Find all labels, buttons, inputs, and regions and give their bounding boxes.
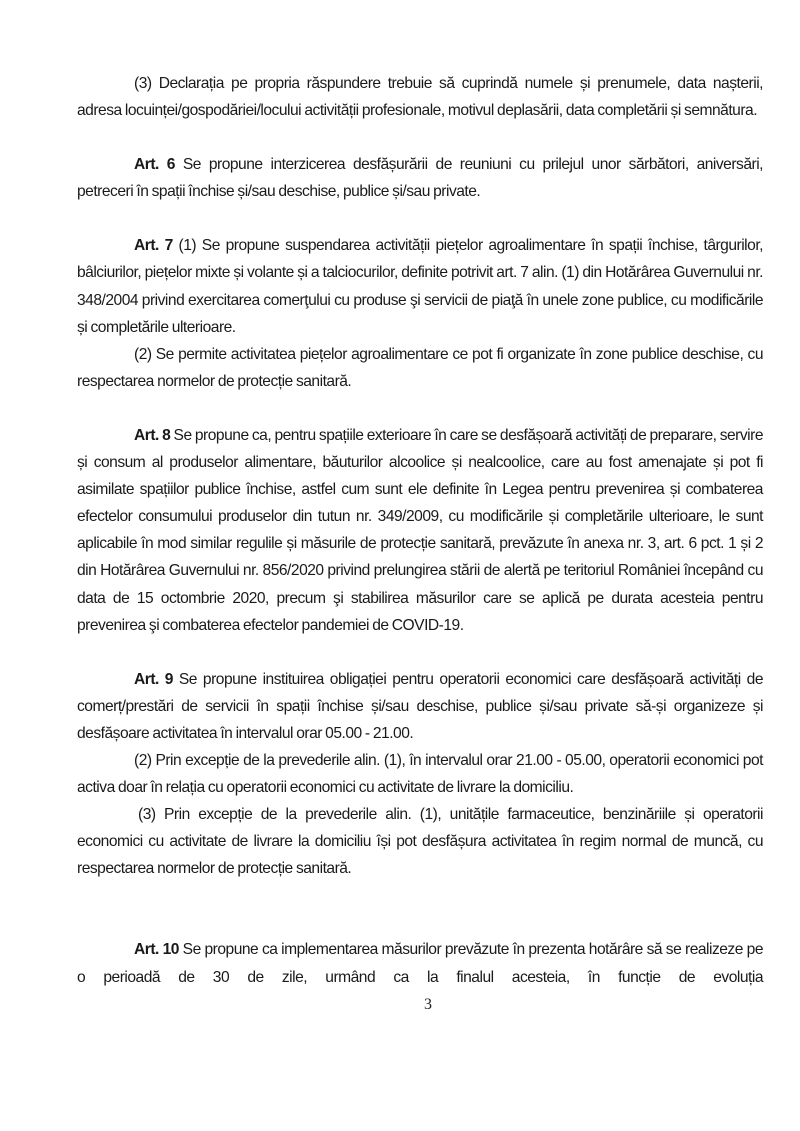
paragraph-text: Se propune ca, pentru spațiile exterioare în care se desfășoară activități de preparare, servire și consum al produselor alimentare, băuturilor alcoolice și nealcoolice, care au fost amenajate și pot fi asimilate spațiilor publice închise, astfel cum sunt ele definite în Legea pentru prevenirea și combaterea efectelor consumului produselor din tutun nr. 349/2009, cu modificările și completările ulterioare, le sunt aplicabile în mod similar regulile și măsurile de protecție sanitară, prevăzute în anexa nr. 3, art. 6 pct. 1 și 2 din Hotărârea Guvernului nr. 856/2020 privind prelungirea stării de alertă pe teritoriul României începând cu data de 15 octombrie 2020, precum şi stabilirea măsurilor care se aplică pe durata acesteia pentru prevenirea şi combaterea efectelor pandemiei de COVID-19. (77, 426, 764, 634)
article-6 (77, 151, 763, 205)
article-6-paragraph (77, 151, 763, 205)
paragraph-text: Se propune interzicerea desfășurării de reuniuni cu prilejul unor sărbători, aniversări, petreceri în spații închise și/sau deschise, publice și/sau private. (77, 156, 764, 201)
article-8-paragraph (77, 422, 763, 639)
paragraph-text: Se propune ca implementarea măsurilor prevăzute în prezenta hotărâre să se realizeze pe o perioadă de 30 de zile, urmând ca la finalul acesteia, în funcție de evoluția (77, 941, 763, 986)
article-7 (77, 232, 763, 395)
article-9-paragraph-2: (2) Prin excepție de la prevederile alin. (1), în intervalul orar 21.00 - 05.00, operatorii economici pot activa doar în relația cu operatorii economici cu activitate de livrare la domiciliu. (77, 751, 763, 797)
page-number: 3 (424, 995, 432, 1013)
article-label: Art. 8 (134, 426, 171, 444)
article-9-paragraph-3: (3) Prin excepție de la prevederile alin. (1), unitățile farmaceutice, benzinăriile și operatorii economici cu activitate de livrare la domiciliu își pot desfășura activitatea în regim normal de muncă, cu respectarea normelor de protecție sanitară. (77, 806, 763, 878)
article-label: Art. 9 (134, 670, 173, 688)
art5-paragraph-3 (77, 70, 763, 124)
article-9 (77, 666, 763, 883)
article-label: Art. 10 (134, 941, 179, 959)
paragraph-text: (3) Declarația pe propria răspundere trebuie să cuprindă numele și prenumele, data nașterii, adresa locuinței/gospodăriei/locului activității profesionale, motivul deplasării, data completării și semnătura. (77, 75, 763, 120)
article-7-paragraph-1 (77, 232, 763, 340)
paragraph-text: (1) Se propune suspendarea activității piețelor agroalimentare în spații închise, târgurilor, bâlciurilor, piețelor mixte și volante și a talciocurilor, definite potrivit art. 7 alin. (1) din Hotărârea Guvernului nr. 348/2004 privind exercitarea comerţului cu produse şi servicii de piaţă în unele zone publice, cu modificările și completările ulterioare. (77, 237, 763, 336)
article-10-paragraph (77, 936, 763, 990)
article-label: Art. 6 (134, 156, 175, 174)
article-7-paragraph-2: (2) Se permite activitatea piețelor agroalimentare ce pot fi organizate în zone publice deschise, cu respectarea normelor de protecție sanitară. (77, 345, 763, 390)
article-8 (77, 422, 763, 639)
article-label: Art. 7 (134, 237, 173, 255)
paragraph-text: Se propune instituirea obligației pentru operatorii economici care desfășoară activități de comerț/prestări de servicii în spații închise și/sau deschise, publice și/sau private să-și organizeze și desfășoare activitatea în intervalul orar 05.00 - 21.00. (77, 670, 763, 742)
article-10 (77, 936, 763, 990)
article-9-paragraph-1 (77, 666, 763, 747)
